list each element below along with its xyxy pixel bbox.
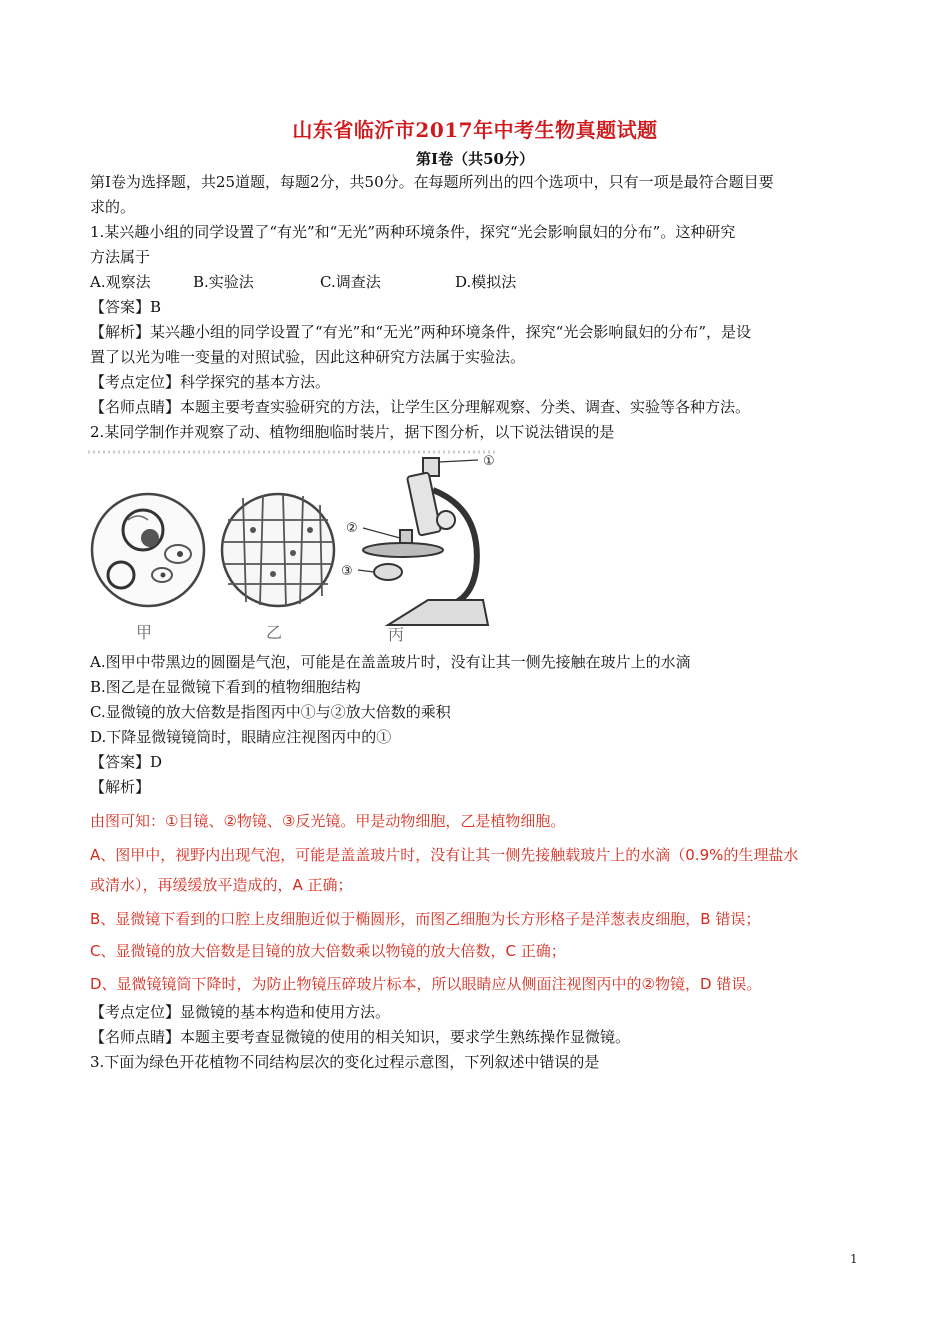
analysis-red-line: A、图甲中，视野内出现气泡，可能是盖盖玻片时，没有让其一侧先接触载玻片上的水滴（0.9%的生理盐水 [90,846,799,864]
analysis-red-line: 由图可知：①目镜、②物镜、③反光镜。甲是动物细胞，乙是植物细胞。 [90,812,566,830]
section-heading: 第Ⅰ卷（共50分） [416,150,534,168]
q2-answer: 【答案】D [90,753,163,771]
intro-line: 求的。 [90,198,136,216]
q1-option-a: A.观察法 [90,273,151,291]
q2-point: 【考点定位】显微镜的基本构造和使用方法。 [90,1003,391,1021]
q1-stem: 方法属于 [90,248,151,266]
figure-jia-animal-cells [92,494,204,606]
q1-stem: 1.某兴趣小组的同学设置了“有光”和“无光”两种环境条件，探究“光会影响鼠妇的分布”。这种研究 [90,223,736,241]
q2-option-a: A.图甲中带黑边的圆圈是气泡，可能是在盖盖玻片时，没有让其一侧先接触在玻片上的水滴 [90,653,691,671]
q1-answer: 【答案】B [90,298,162,316]
figure-label-jia: 甲 [136,623,153,642]
page-number: 1 [850,1252,858,1266]
analysis-red-line: B、显微镜下看到的口腔上皮细胞近似于椭圆形，而图乙细胞为长方形格子是洋葱表皮细胞，B 错误； [90,910,761,928]
q1-option-b: B.实验法 [193,273,254,291]
q1-analysis: 置了以光为唯一变量的对照试验，因此这种研究方法属于实验法。 [90,348,526,366]
document-title: 山东省临沂市2017年中考生物真题试题 [292,118,658,142]
mirror-icon [374,564,402,580]
q1-option-d: D.模拟法 [455,273,517,291]
callout-1: ① [483,454,495,469]
figure-label-bing: 丙 [388,625,405,644]
q1-point: 【考点定位】科学探究的基本方法。 [90,373,331,391]
intro-line: 第Ⅰ卷为选择题，共25道题，每题2分，共50分。在每题所列出的四个选项中，只有一项是最符合题目要 [90,173,774,191]
q1-analysis: 【解析】某兴趣小组的同学设置了“有光”和“无光”两种环境条件，探究“光会影响鼠妇的分布”，是设 [90,323,752,341]
analysis-red-line: C、显微镜的放大倍数是目镜的放大倍数乘以物镜的放大倍数，C 正确； [90,942,566,960]
q2-option-d: D.下降显微镜镜筒时，眼睛应注视图丙中的① [90,728,392,746]
q3-stem: 3.下面为绿色开花植物不同结构层次的变化过程示意图，下列叙述中错误的是 [90,1053,600,1071]
analysis-red-line: D、显微镜镜筒下降时，为防止物镜压碎玻片标本，所以眼睛应从侧面注视图丙中的②物镜，D 错误。 [90,975,762,993]
q1-tip: 【名师点睛】本题主要考查实验研究的方法，让学生区分理解观察、分类、调查、实验等各种方法。 [90,398,751,416]
q2-option-b: B.图乙是在显微镜下看到的植物细胞结构 [90,678,361,696]
q1-option-c: C.调查法 [320,273,381,291]
callout-3: ③ [341,564,353,579]
figure-yi-plant-cells [222,494,334,606]
q2-analysis-label: 【解析】 [90,778,151,796]
figure-bing-microscope [358,458,488,625]
analysis-red-line: 或清水），再缓缓放平造成的，A 正确； [90,876,353,894]
cell-and-microscope-figure [88,450,508,645]
q2-stem: 2.某同学制作并观察了动、植物细胞临时装片，据下图分析，以下说法错误的是 [90,423,615,441]
figure-label-yi: 乙 [266,623,283,642]
q2-option-c: C.显微镜的放大倍数是指图丙中①与②放大倍数的乘积 [90,703,451,721]
q2-tip: 【名师点睛】本题主要考查显微镜的使用的相关知识，要求学生熟练操作显微镜。 [90,1028,631,1046]
callout-2: ② [346,521,358,536]
q1-options [90,272,880,292]
